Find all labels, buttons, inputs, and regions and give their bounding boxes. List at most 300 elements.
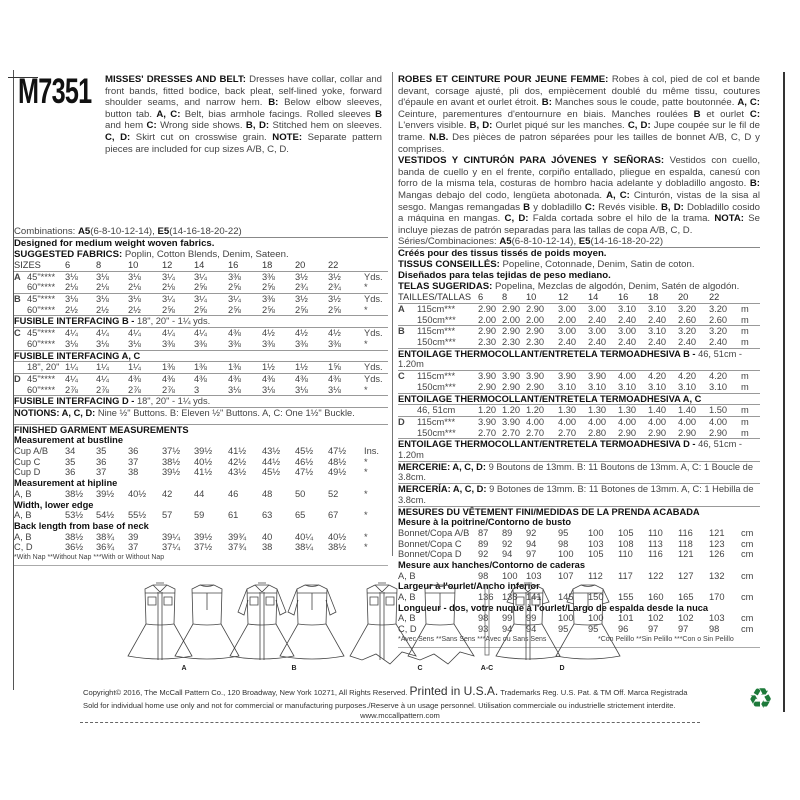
size-value: 4⅜ (295, 373, 308, 384)
dress-back-view (175, 585, 239, 659)
text-segment: Se incluye piezas de patrón separadas para las tallas de copa A/B, C, D. (398, 213, 760, 236)
table-row (14, 271, 388, 283)
text-segment: Stitched hem on sleeves. (269, 120, 382, 132)
table-heading (14, 500, 388, 511)
table-row (398, 315, 760, 326)
size-value: 40 (262, 531, 273, 542)
size-value: 2.40 (678, 337, 697, 348)
heading-text: Largeur à l'ourlet/Ancho inferior (398, 581, 540, 592)
size-value: 10 (128, 260, 139, 270)
size-value: 160 (648, 592, 664, 603)
row-code: A (398, 304, 405, 314)
size-value: 3⅛ (65, 338, 78, 349)
size-value: 45½ (295, 446, 314, 457)
size-value: 36 (65, 467, 76, 478)
size-value: 89 (502, 527, 513, 538)
size-value: 39½ (194, 531, 213, 542)
unit: cm (741, 549, 754, 560)
size-value: 4.20 (678, 371, 697, 382)
row-code: B (398, 326, 405, 337)
cut-line (80, 722, 700, 723)
size-value: 1¼ (96, 362, 109, 373)
size-value: 3.00 (558, 326, 577, 337)
size-value: 2⅝ (295, 304, 308, 315)
english-column (14, 74, 388, 566)
size-value: 127 (678, 570, 694, 581)
size-value: 20 (295, 260, 306, 270)
size-value: 8 (96, 260, 102, 270)
row-code: C (14, 328, 21, 339)
size-value: 117 (618, 570, 633, 581)
unit: cm (741, 570, 754, 581)
table-row (14, 510, 388, 521)
size-value: 4⅜ (328, 373, 341, 384)
size-value: 116 (678, 527, 693, 538)
heading-text: Longueur - dos, votre nuque à l'ourlet/Largo de espalda desde la nuca (398, 602, 709, 613)
size-value: 3.20 (709, 304, 728, 314)
row-code: C, D (398, 624, 417, 635)
size-value: 3½ (328, 271, 341, 282)
size-value: 39¾ (228, 531, 247, 542)
designed-for (14, 238, 388, 249)
size-value: 110 (648, 527, 663, 538)
size-value: 4¼ (162, 328, 175, 339)
designed-es (398, 270, 760, 281)
heading-text: FUSIBLE INTERFACING D - (14, 396, 137, 407)
size-value: 39½ (194, 446, 213, 457)
size-value: 97 (678, 624, 689, 635)
row-label: 115cm*** (417, 304, 456, 314)
text-segment: Belt, bias armhole facings. Rolled sleeves (180, 108, 376, 120)
row-label: 60"**** (27, 304, 56, 315)
size-value: 1.20 (502, 405, 521, 416)
size-value: 3.20 (678, 326, 697, 337)
row-code: C, D (14, 542, 33, 553)
size-value: 3½ (328, 294, 341, 305)
unit: m (741, 371, 749, 382)
row-label: 45"**** (27, 373, 56, 384)
heading-detail: 46, 51cm - 1.20m (398, 348, 743, 370)
size-value: 2⅝ (162, 304, 175, 315)
text-segment: Dresses have collar, collar and front bands, fitted bodice, back pleat, self-lined yoke, forward shoulder seams, and narrow hem. (105, 74, 383, 109)
unit: m (741, 427, 749, 438)
size-value: 40½ (328, 531, 347, 542)
table-heading (14, 435, 388, 446)
size-value: 41½ (228, 446, 247, 457)
table-row (14, 467, 388, 478)
size-value: 98 (558, 538, 569, 549)
size-value: 2.80 (588, 427, 607, 438)
size-value: 3.00 (558, 304, 577, 314)
unit: Yds. (364, 373, 383, 384)
unit: m (741, 381, 749, 392)
text-segment: Jupe coupée sur le fil de trame. (398, 120, 761, 143)
row-code: A (14, 271, 21, 282)
size-value: 4½ (262, 328, 275, 339)
combinations-fr-es (398, 236, 760, 248)
view-label: D (559, 665, 565, 672)
size-value: 3.90 (588, 371, 607, 382)
size-value: 3⅛ (65, 271, 78, 282)
size-value: 3¼ (162, 294, 175, 305)
heading-text: MERCERIE: A, C, D: (398, 461, 486, 472)
size-value: 38 (128, 467, 139, 478)
table-heading (398, 517, 760, 528)
row-code: D (14, 373, 21, 384)
size-value: 87 (478, 527, 489, 538)
size-value: 2.90 (502, 326, 521, 337)
website-link[interactable]: www.mccallpattern.com (360, 711, 440, 720)
size-value: 95 (588, 624, 599, 635)
size-value: 3.00 (618, 326, 637, 337)
size-value: 43½ (228, 467, 247, 478)
size-value: 3.10 (648, 304, 667, 314)
table-row (14, 361, 388, 373)
size-value: 16 (618, 292, 629, 303)
size-value: 3⅜ (295, 338, 308, 349)
garment-illustrations (0, 560, 800, 680)
size-value: 105 (588, 549, 604, 560)
text-segment: Vestidos con cuello, banda de cuello y en el frente, corpiño entallado, pliegue en espalda, canesú con forro de la misma tela, costuras de hombro hacia adelante y dobladillo angosto. (398, 155, 760, 190)
size-value: 4.00 (588, 416, 607, 427)
size-value: 16 (228, 260, 239, 270)
size-value: 94 (502, 549, 513, 560)
size-value: 2.40 (618, 337, 637, 348)
size-value: 38½ (65, 488, 84, 499)
size-value: 2.40 (588, 314, 607, 325)
size-value: 2⅝ (262, 304, 275, 315)
size-value: 3.90 (502, 416, 521, 427)
table-row (398, 325, 760, 337)
size-value: 36½ (65, 542, 84, 553)
text-segment: NOTE: (272, 131, 303, 143)
size-value: 14 (588, 292, 599, 303)
table-row (14, 282, 388, 293)
size-value: 2.60 (678, 314, 697, 325)
heading-text: Measurement at bustline (14, 435, 124, 446)
size-value: 4.00 (526, 416, 545, 427)
size-value: 41½ (194, 467, 213, 478)
table-row (398, 528, 760, 539)
size-value: 8 (502, 292, 508, 303)
size-value: 3⅛ (96, 338, 109, 349)
text-segment: Mangas debajo del codo, lengüeta abotonada. (398, 189, 607, 201)
designed-text: Designed for medium weight woven fabrics. (14, 238, 215, 249)
designed-fr (398, 248, 760, 259)
table-row (398, 292, 760, 303)
text-segment: A, C: (606, 189, 630, 201)
row-code: A, B (14, 531, 32, 542)
dress-front-view (496, 583, 560, 660)
heading-text: Back length from base of neck (14, 520, 149, 531)
size-value: 4½ (328, 328, 341, 339)
size-value: 3 (194, 384, 200, 395)
size-value: 38¾ (96, 531, 115, 542)
row-label: 45"**** (27, 271, 56, 282)
row-code: A, B (398, 570, 416, 581)
row-code: A, B (14, 510, 32, 521)
size-value: 38½ (162, 456, 181, 467)
size-value: 47½ (295, 467, 314, 478)
unit: cm (741, 538, 754, 549)
table-row (398, 549, 760, 560)
size-value: 92 (502, 538, 513, 549)
text-segment: A, C: (156, 108, 181, 120)
table-heading (14, 424, 388, 436)
heading-detail: 18", 20" - 1¼ yds. (136, 316, 211, 327)
size-value: 3⅛ (295, 384, 308, 395)
table-row (398, 428, 760, 439)
fabrics-es-text: Popelina, Mezclas de algodón, Denim, Satén de algodón. (492, 281, 740, 293)
row-label: 115cm*** (417, 416, 456, 427)
size-value: 40¼ (295, 531, 314, 542)
size-value: 3.10 (588, 381, 607, 392)
text-segment: Revés visible. (595, 201, 661, 213)
size-value: 2½ (96, 304, 109, 315)
size-value: 2.90 (709, 427, 728, 438)
size-value: 3½ (295, 294, 308, 305)
size-value: 1¼ (65, 362, 78, 373)
size-value: 95 (558, 527, 569, 538)
size-value: 38 (262, 542, 273, 553)
text-segment: (14-16-18-20-22) (590, 236, 664, 248)
size-value: 35 (65, 456, 76, 467)
size-value: 3.10 (618, 304, 637, 314)
heading-text: FUSIBLE INTERFACING A, C (14, 350, 141, 361)
text-segment: C: (146, 120, 157, 132)
table-heading (14, 521, 388, 532)
size-value: 2.40 (648, 314, 667, 325)
text-segment: Séries/Combinaciones: (398, 236, 500, 248)
size-value: 39 (128, 531, 139, 542)
table-row (398, 337, 760, 348)
text-segment: Dobladillo cosido a máquina en mangas. (398, 201, 760, 225)
size-value: 67 (328, 510, 339, 521)
table-row (14, 446, 388, 457)
size-value: 2.00 (478, 314, 497, 325)
size-value: 1.50 (709, 405, 728, 416)
size-value: 1½ (262, 362, 275, 373)
size-value: 2⅞ (162, 384, 175, 395)
size-value: 44 (194, 488, 205, 499)
size-value: 3⅛ (228, 384, 241, 395)
text-segment: y dobladillo (530, 201, 585, 213)
text-segment: B (523, 201, 531, 213)
size-value: 95 (558, 624, 569, 635)
size-value: 2.40 (709, 337, 728, 348)
row-label: 46, 51cm (417, 405, 456, 416)
size-value: 2⅛ (162, 282, 175, 293)
unit: * (364, 384, 368, 395)
size-value: 3⅜ (162, 338, 175, 349)
table-heading (398, 393, 760, 405)
table-row (14, 327, 388, 339)
size-value: 1¼ (128, 362, 141, 373)
table-row (398, 370, 760, 382)
size-value: 6 (478, 292, 484, 303)
table-row (14, 260, 388, 271)
size-value: 2½ (65, 304, 78, 315)
row-label: 60"**** (27, 282, 56, 293)
row-code: TAILLES/TALLAS (398, 292, 472, 303)
designed-es-text: Diseñados para telas tejidas de peso mediano. (398, 270, 611, 282)
size-value: 3.90 (478, 371, 497, 382)
size-value: 3.10 (678, 381, 697, 392)
unit: Yds. (364, 362, 383, 373)
size-value: 2.90 (648, 427, 667, 438)
table-row (14, 339, 388, 350)
size-value: 100 (558, 549, 574, 560)
size-value: 39½ (162, 467, 181, 478)
row-code: SIZES (14, 260, 41, 270)
size-value: 2¾ (328, 282, 341, 293)
text-segment: C: (749, 108, 761, 120)
footnote-text: *Con Pelillo **Sin Pelillo ***Con o Sin Pelillo (598, 635, 734, 643)
size-value: 4.00 (678, 416, 697, 427)
heading-text: FINISHED GARMENT MEASUREMENTS (14, 424, 189, 435)
size-value: 49½ (328, 467, 347, 478)
size-value: 94 (502, 624, 513, 635)
heading-text: FUSIBLE INTERFACING B - (14, 316, 137, 327)
text-segment: Below elbow sleeves, button tab. (105, 97, 383, 120)
size-value: 2.00 (558, 314, 577, 325)
size-value: 101 (618, 613, 634, 624)
size-value: 2.30 (526, 337, 545, 348)
size-value: 2.90 (478, 304, 497, 314)
size-value: 12 (558, 292, 569, 303)
text-segment: E5 (157, 226, 170, 237)
unit: m (741, 405, 749, 416)
size-value: 132 (709, 570, 725, 581)
suggested-fabrics (14, 249, 388, 260)
text-segment: Wrong side shows. (156, 120, 246, 132)
heading-text: MERCERÍA: A, C, D: (398, 484, 487, 495)
size-value: 4⅜ (194, 373, 207, 384)
size-value: 39½ (96, 488, 115, 499)
size-value: 3.90 (558, 371, 577, 382)
size-value: 2.70 (502, 427, 521, 438)
text-segment: VESTIDOS Y CINTURÓN PARA JÓVENES Y SEÑORAS: (398, 155, 665, 167)
text-segment: Cinturón, vistas de la sisa al sesgo. Mangas remangadas (398, 189, 760, 213)
printed-in-text: Printed in U.S.A. (409, 684, 499, 698)
size-value: 20 (678, 292, 689, 303)
size-value: 54½ (96, 510, 115, 521)
size-value: 4¼ (65, 328, 78, 339)
text-segment: Skirt cut on crosswise grain. (130, 131, 273, 143)
row-code: Cup A/B (14, 446, 49, 457)
unit: m (741, 326, 749, 337)
heading-text: ENTOILAGE THERMOCOLLANT/ENTRETELA TERMOADHESIVA B - (398, 348, 699, 359)
size-value: 45½ (262, 467, 281, 478)
text-segment: C, D: (504, 213, 529, 225)
text-segment: (6-8-10-12-14), (90, 226, 158, 237)
size-value: 3.10 (648, 381, 667, 392)
row-label: 60"**** (27, 384, 56, 395)
size-value: 3⅜ (194, 338, 207, 349)
heading-detail: 9 Boutons de 13mm. B: 11 Boutons de 13mm. A, C: 1 Boucle de 3.8cm. (398, 461, 753, 483)
size-value: 2⅞ (96, 384, 109, 395)
size-value: 89 (478, 538, 489, 549)
unit: * (364, 488, 368, 499)
unit: Yds. (364, 271, 383, 282)
size-value: 2.70 (526, 427, 545, 438)
row-code: Bonnet/Copa D (398, 549, 462, 560)
size-value: 47½ (328, 446, 347, 457)
text-segment: B, D: (245, 120, 270, 132)
size-value: 3.20 (678, 304, 697, 314)
size-value: 3.00 (588, 304, 607, 314)
size-value: 3⅛ (262, 384, 275, 395)
fabrics-es-label: TELAS SUGERIDAS: (398, 281, 493, 293)
size-value: 38½ (65, 531, 84, 542)
size-value: 93 (478, 624, 489, 635)
text-segment: ROBES ET CEINTURE POUR JEUNE FEMME: (398, 74, 609, 85)
size-value: 98 (709, 624, 720, 635)
unit: cm (741, 527, 754, 538)
size-value: 170 (709, 592, 725, 603)
yardage-table-english (14, 260, 388, 566)
combinations-en (14, 226, 388, 238)
size-value: 63 (262, 510, 273, 521)
size-value: 98 (478, 613, 489, 624)
unit: cm (741, 592, 754, 603)
size-value: 1.30 (588, 405, 607, 416)
table-heading (398, 461, 760, 483)
size-value: 3⅜ (328, 338, 341, 349)
unit: m (741, 304, 749, 314)
footnote-text: *Avec Sens **Sans Sens ***Avec ou Sans Sens (398, 635, 547, 643)
size-value: 141 (526, 592, 542, 603)
heading-text: Mesure aux hanches/Contorno de caderas (398, 559, 586, 570)
table-row (398, 404, 760, 416)
table-heading (14, 478, 388, 489)
size-value: 12 (162, 260, 173, 270)
size-value: 2.40 (618, 314, 637, 325)
table-heading (398, 348, 760, 370)
text-segment: C, D: (627, 120, 651, 132)
text-segment: NOTA: (714, 213, 745, 225)
size-value: 53½ (65, 510, 84, 521)
text-segment: B (375, 108, 382, 120)
size-value: 1⅜ (194, 362, 207, 373)
size-value: 46½ (295, 456, 314, 467)
size-value: 3.20 (709, 326, 728, 337)
size-value: 1⅝ (328, 362, 341, 373)
size-value: 37 (128, 542, 139, 553)
row-label: 150cm*** (417, 381, 456, 392)
size-value: 18 (648, 292, 659, 303)
row-code: A, B (398, 613, 416, 624)
table-heading (14, 407, 388, 419)
size-value: 2.30 (502, 337, 521, 348)
size-value: 36 (96, 456, 107, 467)
size-value: 94 (526, 624, 537, 635)
description-french-spanish (398, 74, 760, 236)
table-row (14, 385, 388, 396)
dress-front-view (350, 583, 416, 664)
view-label: A (181, 665, 187, 672)
size-value: 18 (262, 260, 273, 270)
size-value: 3⅛ (128, 271, 141, 282)
column-divider (392, 72, 393, 556)
size-value: 6 (65, 260, 71, 270)
size-value: 113 (648, 538, 663, 549)
size-value: 3.90 (526, 371, 545, 382)
size-value: 10 (526, 292, 537, 303)
table-heading (398, 506, 760, 518)
size-value: 4¼ (65, 373, 78, 384)
size-value: 97 (648, 624, 659, 635)
